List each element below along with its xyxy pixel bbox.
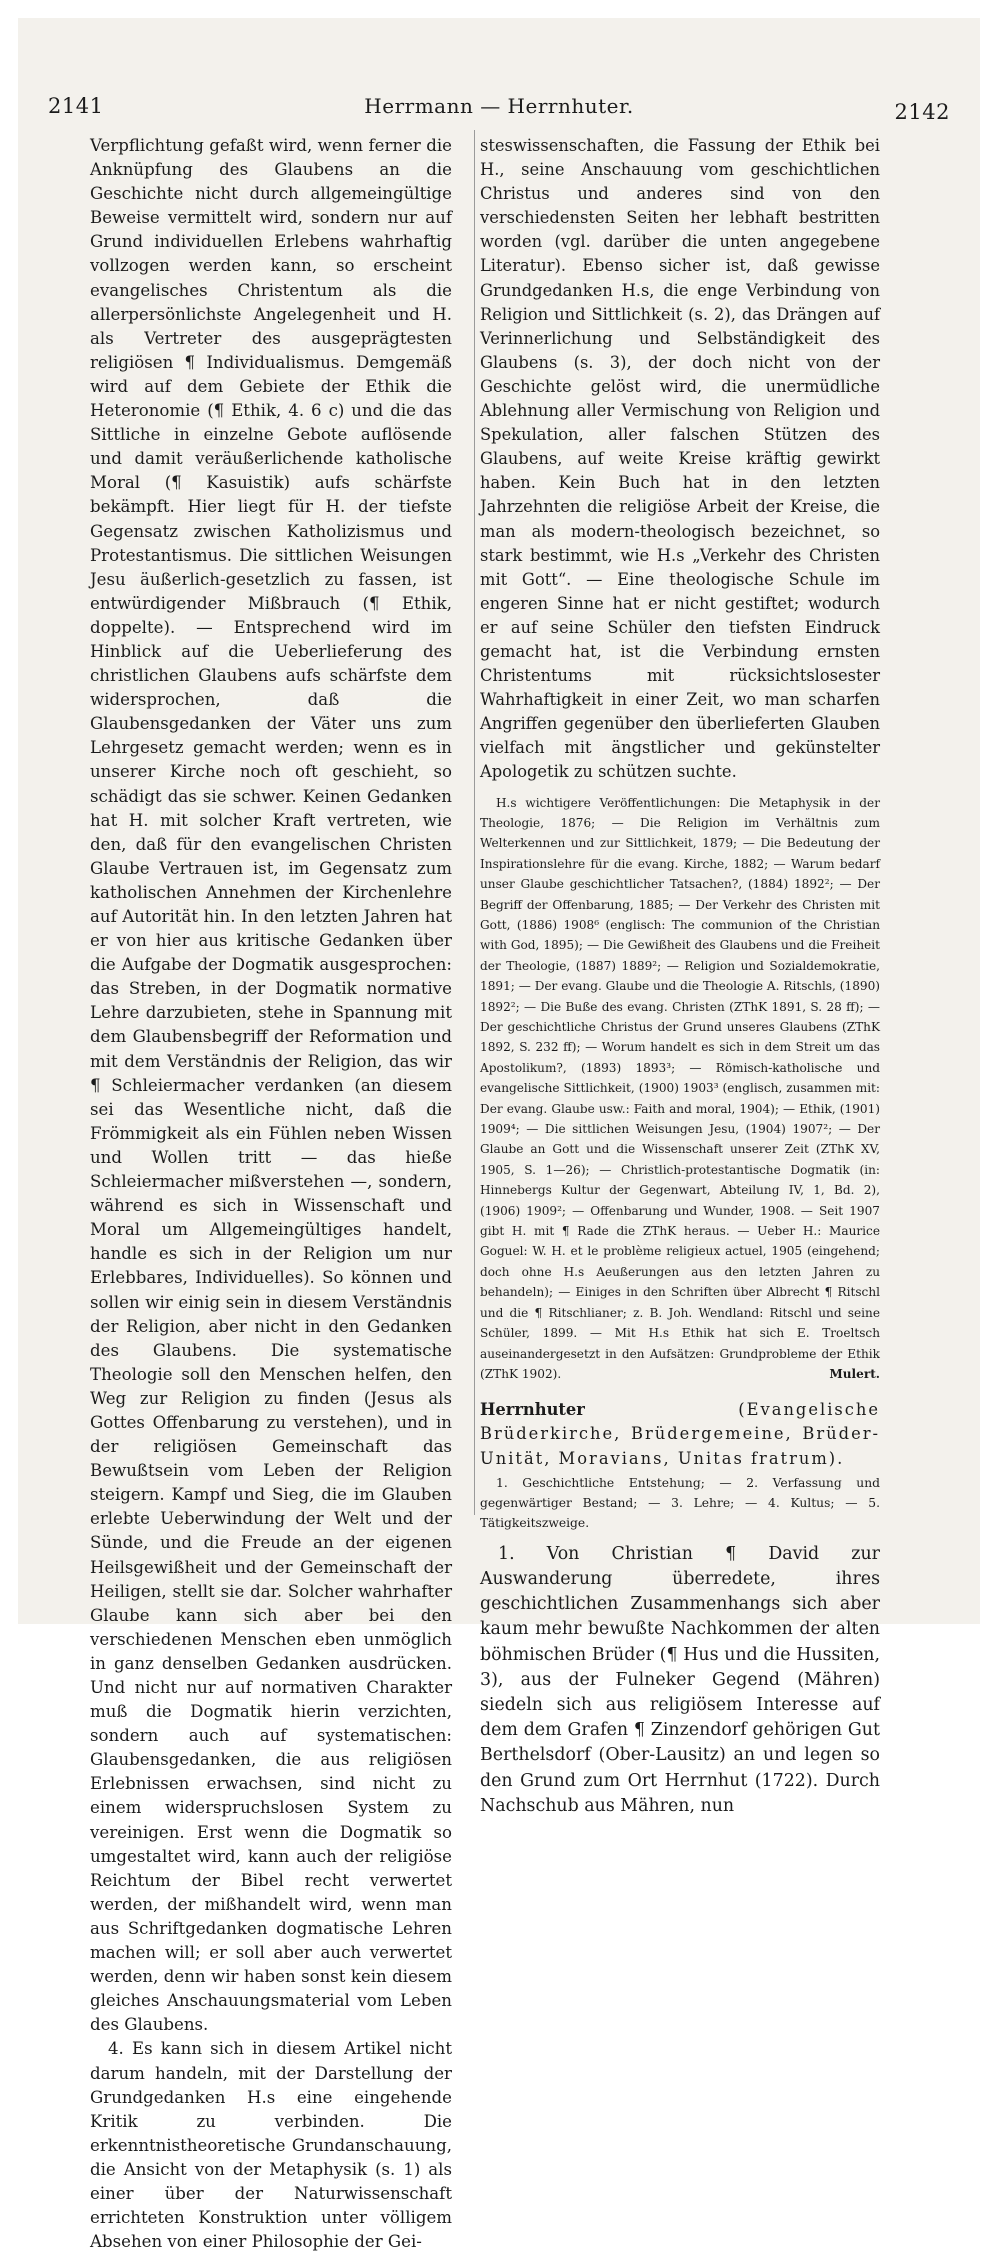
entry-headword: Herrnhuter [480,1400,585,1420]
section-1-paragraph: 1. Von Christian ¶ David zur Auswanderung überredete, ihres geschichtlichen Zusammenhangs sich aber kaum mehr bewußte Nachkommen der alten böhmischen Brüder (¶ Hus und die Hussiten, 3), aus der Fulneker Gegend (Mähren) siedeln sich aus religiösem Interesse auf dem dem Grafen ¶ Zinzendorf gehörigen Gut Berthelsdorf (Ober-Lausitz) an und legen so den Grund zum Ort Herrnhut (1722). Durch Nachschub aus Mähren, nun [480,1543,880,1816]
article-author: Mulert. [829,1366,880,1381]
left-paragraph-2: 4. Es kann sich in diesem Artikel nicht darum handeln, mit der Darstellung der Grundgedanken H.s eine eingehende Kritik zu verbinden. Die erkenntnistheoretische Grundanschauung, die Ansicht von der Metaphysik (s. 1) als einer über der Naturwissenschaft errichteten Konstruktion unter völligem Absehen von einer Philosophie der Gei- [90,2039,452,2252]
right-column [480,134,880,1816]
page-number-right: 2142 [894,100,950,124]
running-title: Herrmann — Herrnhuter. [364,94,634,118]
entry-outline: 1. Geschichtliche Entstehung; — 2. Verfassung und gegenwärtiger Bestand; — 3. Lehre; — 4. Kultus; — 5. Tätigkeitszweige. [480,1475,880,1531]
entry-alternative-names: (Evangelische Brüderkirche, Brüdergemeine, Brüder-Unität, Moravians, Unitas fratrum). [480,1400,880,1468]
page-header [48,94,950,134]
left-column [90,134,452,2252]
column-divider [474,130,475,1515]
bibliography-text: H.s wichtigere Veröffentlichungen: Die Metaphysik in der Theologie, 1876; — Die Religion im Verhältnis zum Welterkennen und zur Sittlichkeit, 1879; — Die Bedeutung der Inspirationslehre für die evang. Kirche, 1882; — Warum bedarf unser Glaube geschichtlicher Tatsachen?, (1884) 1892²; — Der Begriff der Offenbarung, 1885; — Der Verkehr des Christen mit Gott, (1886) 1908⁶ (englisch: The communion of the Christian with God, 1895); — Die Gewißheit des Glaubens und die Freiheit der Theologie, (1887) 1889²; — Religion und Sozialdemokratie, 1891; — Der evang. Glaube und die Theologie A. Ritschls, (1890) 1892²; — Die Buße des evang. Christen (ZThK 1891, S. 28 ff); — Der geschichtliche Christus der Grund unseres Glaubens (ZThK 1892, S. 232 ff); — Worum handelt es sich in dem Streit um das Apostolikum?, (1893) 1893³; — Römisch-katholische und evangelische Sittlichkeit, (1900) 1903³ (englisch, zusammen mit: Der evang. Glaube usw.: Faith and moral, 1904); — Ethik, (1901) 1909⁴; — Die sittlichen Weisungen Jesu, (1904) 1907²; — Der Glaube an Gott und die Wissenschaft unserer Zeit (ZThK XV, 1905, S. 1—26); — Christlich-protestantische Dogmatik (in: Hinnebergs Kultur der Gegenwart, Abteilung IV, 1, Bd. 2), (1906) 1909²; — Offenbarung und Wunder, 1908. — Seit 1907 gibt H. mit ¶ Rade die ZThK heraus. — Ueber H.: Maurice Goguel: W. H. et le problème religieux actuel, 1905 (eingehend; doch ohne H.s Aeußerungen aus den letzten Jahren zu behandeln); — Einiges in den Schriften über Albrecht ¶ Ritschl und die ¶ Ritschlianer; z. B. Joh. Wendland: Ritschl und seine Schüler, 1899. — Mit H.s Ethik hat sich E. Troeltsch auseinandergesetzt in den Aufsätzen: Grundprobleme der Ethik (ZThK 1902). [480,795,880,1381]
entry-heading [480,1398,880,1470]
left-paragraph-1: Verpflichtung gefaßt wird, wenn ferner die Anknüpfung des Glaubens an die Geschichte nicht durch allgemeingültige Beweise vermittelt wird, sondern nur auf Grund individuellen Erlebens wahrhaftig vollzogen werden kann, so erscheint evangelisches Christentum als die allerpersönlichste Angelegenheit und H. als Vertreter des ausgeprägtesten religiösen ¶ Individualismus. Demgemäß wird auf dem Gebiete der Ethik die Heteronomie (¶ Ethik, 4. 6 c) und die das Sittliche in einzelne Gebote auflösende und damit veräußerlichende katholische Moral (¶ Kasuistik) aufs schärfste bekämpft. Hier liegt für H. der tiefste Gegensatz zwischen Katholizismus und Protestantismus. Die sittlichen Weisungen Jesu äußerlich-gesetzlich zu fassen, ist entwürdigender Mißbrauch (¶ Ethik, doppelte). — Entsprechend wird im Hinblick auf die Ueberlieferung des christlichen Glaubens aufs schärfste dem widersprochen, daß die Glaubensgedanken der Väter uns zum Lehrgesetz gemacht werden; wenn es in unserer Kirche noch oft geschieht, so schädigt das sie schwer. Keinen Gedanken hat H. mit solcher Kraft vertreten, wie den, daß für den evangelischen Christen Glaube Vertrauen ist, im Gegensatz zum katholischen Annehmen der Kirchenlehre auf Autorität hin. In den letzten Jahren hat er von hier aus kritische Gedanken über die Aufgabe der Dogmatik ausgesprochen: das Streben, in der Dogmatik normative Lehre darzubieten, stehe in Spannung mit dem Glaubensbegriff der Reformation und mit dem Verständnis der Religion, das wir ¶ Schleiermacher verdanken (an diesem sei das Wesentliche nicht, daß die Frömmigkeit als ein Fühlen neben Wissen und Wollen tritt — das hieße Schleiermacher mißverstehen —, sondern, während es sich in Wissenschaft und Moral um Allgemeingültiges handelt, handle es sich in der Religion um nur Erlebbares, Individuelles). So können und sollen wir einig sein in diesem Verständnis der Religion, aber nicht in den Gedanken des Glaubens. Die systematische Theologie soll den Menschen helfen, den Weg zur Religion zu finden (Jesus als Gottes Offenbarung zu verstehen), und in der religiösen Gemeinschaft das Bewußtsein vom Leben der Religion steigern. Kampf und Sieg, die im Glauben erlebte Ueberwindung der Welt und der Sünde, und die Freude an der eigenen Heilsgewißheit und der Gemeinschaft der Heiligen, stellt sie dar. Solcher wahrhafter Glaube kann sich aber bei den verschiedenen Menschen eben unmöglich in ganz denselben Gedanken ausdrücken. Und nicht nur auf normativen Charakter muß die Dogmatik hierin verzichten, sondern auch auf systematischen: Glaubensgedanken, die aus religiösen Erlebnissen erwachsen, sind nicht zu einem widerspruchslosen System zu vereinigen. Erst wenn die Dogmatik so umgestaltet wird, kann auch der religiöse Reichtum der Bibel recht verwertet werden, der mißhandelt wird, wenn man aus Schriftgedanken dogmatische Lehren machen will; er soll aber auch verwertet werden, denn wir haben sonst kein diesem gleiches Anschauungsmaterial vom Leben des Glaubens. [90,136,452,2035]
right-paragraph-1: steswissenschaften, die Fassung der Ethik bei H., seine Anschauung vom geschichtlichen Christus und anderes sind von den verschiedensten Seiten her lebhaft bestritten worden (vgl. darüber die unten angegebene Literatur). Ebenso sicher ist, daß gewisse Grundgedanken H.s, die enge Verbindung von Religion und Sittlichkeit (s. 2), das Drängen auf Verinnerlichung und Selbständigkeit des Glaubens (s. 3), der doch nicht von der Geschichte gelöst wird, die unermüdliche Ablehnung aller Vermischung von Religion und Spekulation, aller falschen Stützen des Glaubens, auf weite Kreise kräftig gewirkt haben. Kein Buch hat in den letzten Jahrzehnten die religiöse Arbeit der Kreise, die man als modern-theologisch bezeichnet, so stark bestimmt, wie H.s „Verkehr des Christen mit Gott“. — Eine theologische Schule im engeren Sinne hat er nicht gestiftet; wodurch er auf seine Schüler den tiefsten Eindruck gemacht hat, ist die Verbindung ernsten Christentums mit rücksichtslosester Wahrhaftigkeit in einer Zeit, wo man scharfen Angriffen gegenüber den überlieferten Glauben vielfach mit ängstlicher und gekünstelter Apologetik zu schützen suchte. [480,136,880,782]
page-number-left: 2141 [48,94,104,118]
bibliography [480,793,880,1385]
